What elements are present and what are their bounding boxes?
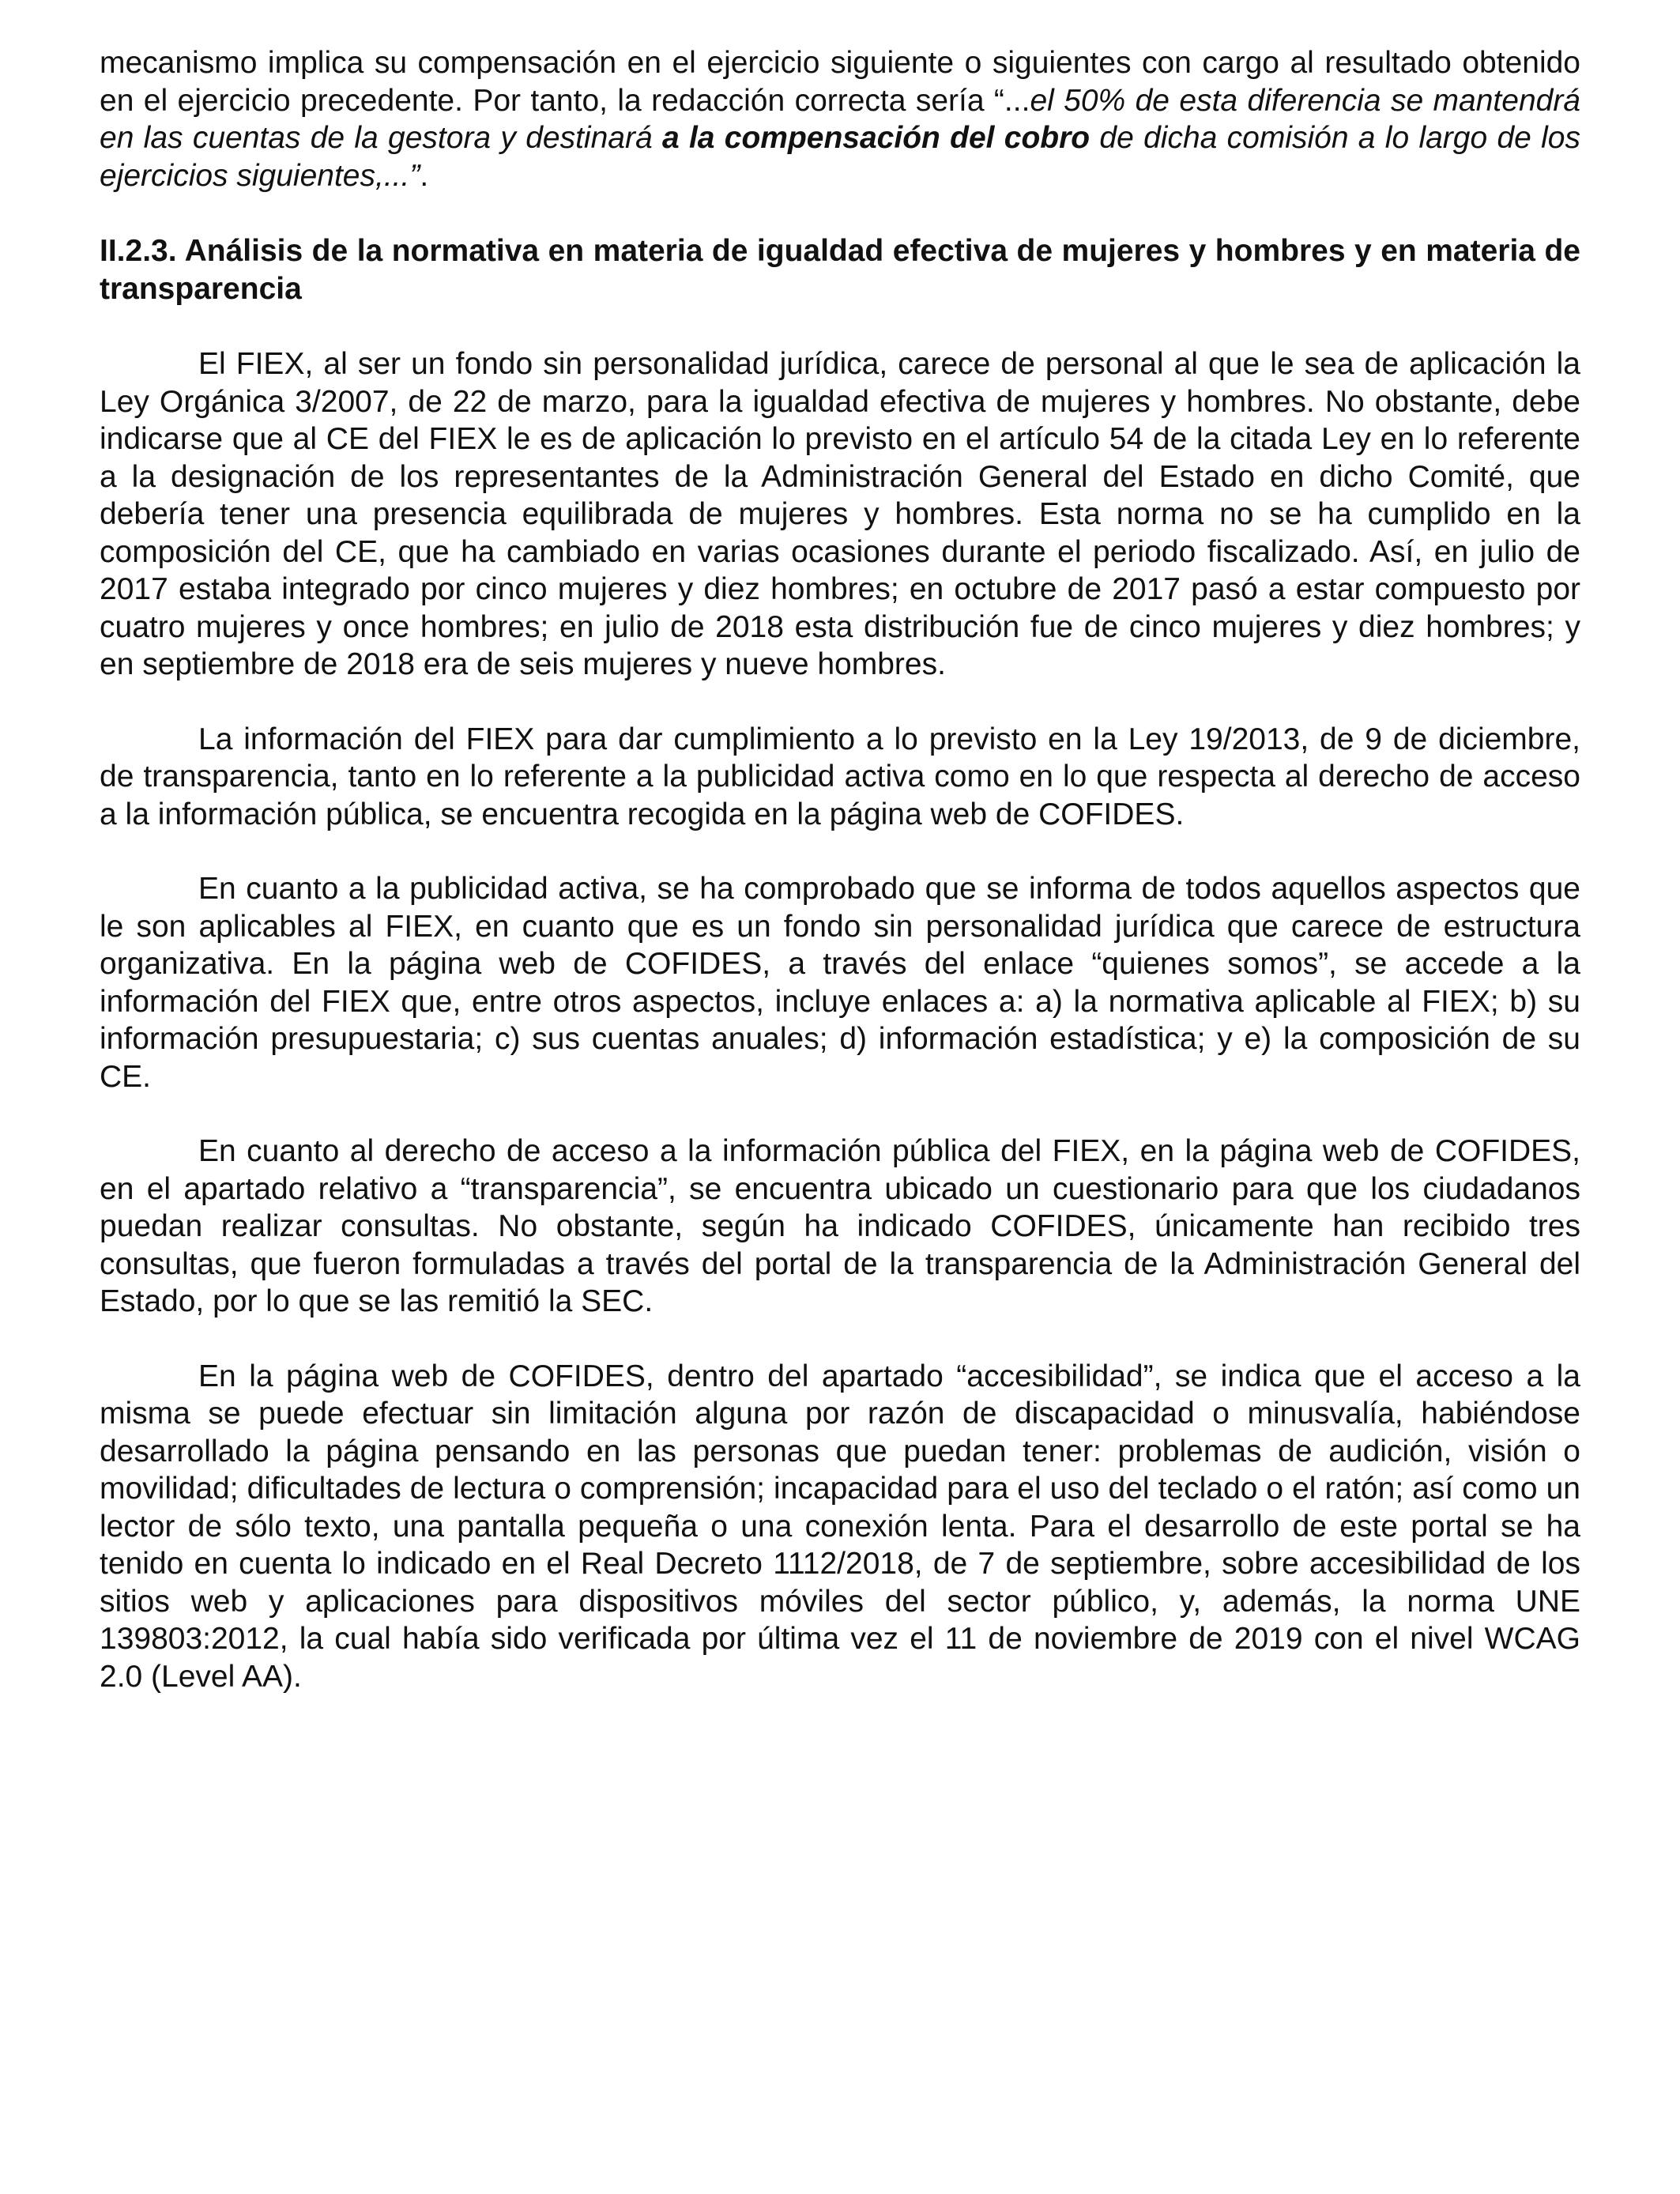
paragraph-transparencia: La información del FIEX para dar cumplimiento a lo previsto en la Ley 19/2013, de 9 de diciembre, de transparencia, tanto en lo referente a la publicidad activa como en lo que respecta al derecho de acceso a la información pública, se encuentra recogida en la página web de COFIDES. bbox=[100, 722, 1580, 831]
intro-bold-italic: a la compensación del cobro bbox=[661, 121, 1090, 155]
paragraph-igualdad: El FIEX, al ser un fondo sin personalidad jurídica, carece de personal al que le sea de aplicación la Ley Orgánica 3/2007, de 22 de marzo, para la igualdad efectiva de mujeres y hombres. No obstante, debe indicarse que al CE del FIEX le es de aplicación lo previsto en el artículo 54 de la citada Ley en lo referente a la designación de los representantes de la Administración General del Estado en dicho Comité, que debería tener una presencia equilibrada de mujeres y hombres. Esta norma no se ha cumplido en la composición del CE, que ha cambiado en varias ocasiones durante el periodo fiscalizado. Así, en julio de 2017 estaba integrado por cinco mujeres y diez hombres; en octubre de 2017 pasó a estar compuesto por cuatro mujeres y once hombres; en julio de 2018 esta distribución fue de cinco mujeres y diez hombres; y en septiembre de 2018 era de seis mujeres y nueve hombres. bbox=[100, 347, 1580, 681]
intro-italic-a: el 50% de esta diferencia se mantendrá en las cuentas de la gestora y destinará bbox=[100, 83, 1580, 155]
paragraph-accesibilidad: En la página web de COFIDES, dentro del apartado “accesibilidad”, se indica que el acceso a la misma se puede efectuar sin limitación alguna por razón de discapacidad o minusvalía, habiéndose desarrollado la página pensando en las personas que puedan tener: problemas de audición, visión o movilidad; dificultades de lectura o comprensión; incapacidad para el uso del teclado o el ratón; así como un lector de sólo texto, una pantalla pequeña o una conexión lenta. Para el desarrollo de este portal se ha tenido en cuenta lo indicado en el Real Decreto 1112/2018, de 7 de septiembre, sobre accesibilidad de los sitios web y aplicaciones para dispositivos móviles del sector público, y, además, la norma UNE 139803:2012, la cual había sido verificada por última vez el 11 de noviembre de 2019 con el nivel WCAG 2.0 (Level AA). bbox=[100, 1359, 1580, 1694]
section-heading: II.2.3. Análisis de la normativa en materia de igualdad efectiva de mujeres y hombres y en materia de transparencia bbox=[100, 234, 1580, 306]
intro-text-a: mecanismo implica su compensación en el ejercicio siguiente o siguientes con cargo al resultado obtenido en el ejercicio precedente. Por tanto, la redacción correcta sería “... bbox=[100, 46, 1580, 118]
paragraph-publicidad-activa: En cuanto a la publicidad activa, se ha comprobado que se informa de todos aquellos aspectos que le son aplicables al FIEX, en cuanto que es un fondo sin personalidad jurídica que carece de estructura organizativa. En la página web de COFIDES, a través del enlace “quienes somos”, se accede a la información del FIEX que, entre otros aspectos, incluye enlaces a: a) la normativa aplicable al FIEX; b) su información presupuestaria; c) sus cuentas anuales; d) información estadística; y e) la composición de su CE. bbox=[100, 872, 1580, 1094]
intro-text-b: . bbox=[420, 158, 429, 193]
paragraph-derecho-acceso: En cuanto al derecho de acceso a la información pública del FIEX, en la página web de COFIDES, en el apartado relativo a “transparencia”, se encuentra ubicado un cuestionario para que los ciudadanos puedan realizar consultas. No obstante, según ha indicado COFIDES, únicamente han recibido tres consultas, que fueron formuladas a través del portal de la transparencia de la Administración General del Estado, por lo que se las remitió la SEC. bbox=[100, 1134, 1580, 1318]
intro-paragraph bbox=[100, 44, 1580, 194]
intro-italic-b: de dicha comisión a lo largo de los ejercicios siguientes,...” bbox=[100, 121, 1580, 193]
